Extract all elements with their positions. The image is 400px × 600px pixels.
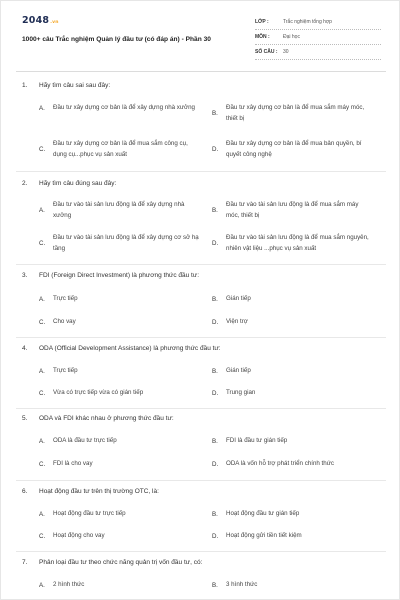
option-letter: C. [39,460,46,468]
option-text: Đầu tư vào tài sản lưu động là để mua sắm máy móc, thiết bị [226,201,359,219]
option-text: Cho vay [53,318,76,325]
option-a[interactable] [39,436,199,447]
question-divider [16,264,386,265]
option-d[interactable] [212,531,372,542]
logo-main: 2048 [22,15,50,26]
option-c[interactable] [39,459,199,470]
option-letter: D. [212,146,219,153]
option-text: ODA là đầu tư trực tiếp [53,437,117,444]
question-number: 4. [22,345,28,352]
option-letter: C. [39,532,46,540]
option-text: Hoạt động đầu tư gián tiếp [226,510,300,517]
option-d[interactable] [212,459,382,470]
option-text: Hoạt động đầu tư trực tiếp [53,510,126,517]
option-letter: B. [212,437,218,445]
option-letter: B. [212,207,218,214]
option-letter: C. [39,146,46,153]
option-text: Đầu tư vào tài sản lưu động là để xây dựng nhà xưởng [53,201,185,219]
option-text: Gián tiếp [226,295,251,302]
question-divider [16,551,386,552]
option-d[interactable] [212,233,377,254]
option-a[interactable] [39,200,199,221]
question-text: Phân loại đầu tư theo chức năng quản trị vốn đầu tư, có: [39,559,203,566]
question-divider [16,337,386,338]
option-b[interactable] [212,509,372,520]
option-text: Đầu tư xây dựng cơ bản là để xây dựng nhà xưởng [53,104,195,111]
meta-key: LỚP : [255,19,269,25]
meta-row-subject [255,30,381,45]
option-d[interactable] [212,317,372,328]
option-text: 3 hình thức [226,581,258,588]
option-c[interactable] [39,531,199,542]
option-text: 2 hình thức [53,581,85,588]
option-text: ODA là vốn hỗ trợ phát triển chính thức [226,460,334,467]
page-header [1,1,400,71]
option-text: Viện trợ [226,318,248,325]
option-letter: B. [212,581,218,589]
option-text: Hoạt động gửi tiền tiết kiệm [226,532,302,539]
question-5 [22,415,174,422]
option-letter: B. [212,510,218,518]
question-text: ODA và FDI khác nhau ở phương thức đầu tư: [39,415,174,422]
option-text: FDI là đầu tư gián tiếp [226,437,288,444]
meta-value: 30 [283,49,289,55]
question-text: Hãy tìm câu sai sau đây: [39,82,111,89]
meta-row-class [255,15,381,30]
option-c[interactable] [39,139,199,160]
option-a[interactable] [39,103,199,114]
option-b[interactable] [212,436,372,447]
option-text: Trực tiếp [53,367,78,374]
option-b[interactable] [212,580,372,591]
question-number: 3. [22,272,28,279]
option-letter: B. [212,295,218,303]
question-divider [16,408,386,409]
question-text: Hoạt động đầu tư trên thị trường OTC, là: [39,488,159,495]
option-letter: A. [39,581,45,589]
question-4 [22,345,221,352]
option-letter: D. [212,460,219,468]
option-letter: D. [212,532,219,540]
question-3 [22,272,199,279]
question-divider [16,171,386,172]
option-text: Đầu tư xây dựng cơ bản là để mua bản quyền, bí quyết công nghệ [226,140,362,158]
option-a[interactable] [39,509,199,520]
option-d[interactable] [212,139,372,160]
option-text: Đầu tư vào tài sản lưu động là để xây dựng cơ sở hạ tầng [53,234,199,252]
option-b[interactable] [212,366,372,377]
option-letter: D. [212,240,219,247]
question-2 [22,180,116,187]
option-letter: C. [39,389,46,397]
option-letter: B. [212,110,218,117]
option-letter: A. [39,104,45,112]
option-d[interactable] [212,388,372,399]
question-text: Hãy tìm câu đúng sau đây: [39,180,117,187]
option-c[interactable] [39,317,199,328]
question-number: 6. [22,488,28,495]
option-text: Đầu tư vào tài sản lưu động là để mua sắm nguyên, nhiên vật liệu ...phục vụ sản xuất [226,234,369,252]
question-6 [22,488,159,495]
option-letter: A. [39,367,45,375]
meta-key: SỐ CÂU : [255,49,278,55]
question-number: 7. [22,559,28,566]
option-text: Đầu tư xây dựng cơ bản là để mua sắm công cụ, dụng cụ...phục vụ sản xuất [53,140,188,158]
meta-value: Đại học [283,34,300,40]
option-text: Gián tiếp [226,367,251,374]
option-text: Trực tiếp [53,295,78,302]
option-letter: C. [39,240,46,247]
option-text: Vừa có trực tiếp vừa có gián tiếp [53,389,144,396]
logo-suffix: .vn [50,20,59,25]
site-logo[interactable] [22,15,59,26]
option-b[interactable] [212,294,372,305]
question-number: 2. [22,180,28,187]
option-letter: C. [39,318,46,326]
question-text: FDI (Foreign Direct Investment) là phương thức đầu tư: [39,272,200,279]
question-number: 5. [22,415,28,422]
option-letter: A. [39,207,45,214]
option-c[interactable] [39,388,199,399]
option-b[interactable] [212,200,372,221]
option-letter: B. [212,367,218,375]
option-b[interactable] [212,103,372,124]
question-text: ODA (Official Development Assistance) là phương thức đầu tư: [39,345,221,352]
option-text: Đầu tư xây dựng cơ bản là để mua sắm máy móc, thiết bị [226,104,365,122]
option-letter: A. [39,437,45,445]
document-title: 1000+ câu Trắc nghiệm Quản lý đầu tư (có đáp án) - Phần 30 [22,36,211,43]
option-text: Hoạt động cho vay [53,532,105,539]
question-1 [22,82,110,89]
meta-value: Trắc nghiệm tổng hợp [283,19,332,25]
option-letter: A. [39,510,45,518]
document-meta [255,15,381,60]
question-number: 1. [22,82,28,89]
option-text: FDI là cho vay [53,460,93,467]
meta-key: MÔN : [255,34,270,40]
option-a[interactable] [39,294,199,305]
question-7 [22,559,202,566]
option-letter: D. [212,318,219,326]
meta-row-count [255,45,381,60]
option-letter: D. [212,389,219,397]
question-divider [16,480,386,481]
option-text: Trung gian [226,389,256,396]
option-a[interactable] [39,580,199,591]
option-c[interactable] [39,233,199,254]
option-letter: A. [39,295,45,303]
option-a[interactable] [39,366,199,377]
header-divider [16,71,386,72]
